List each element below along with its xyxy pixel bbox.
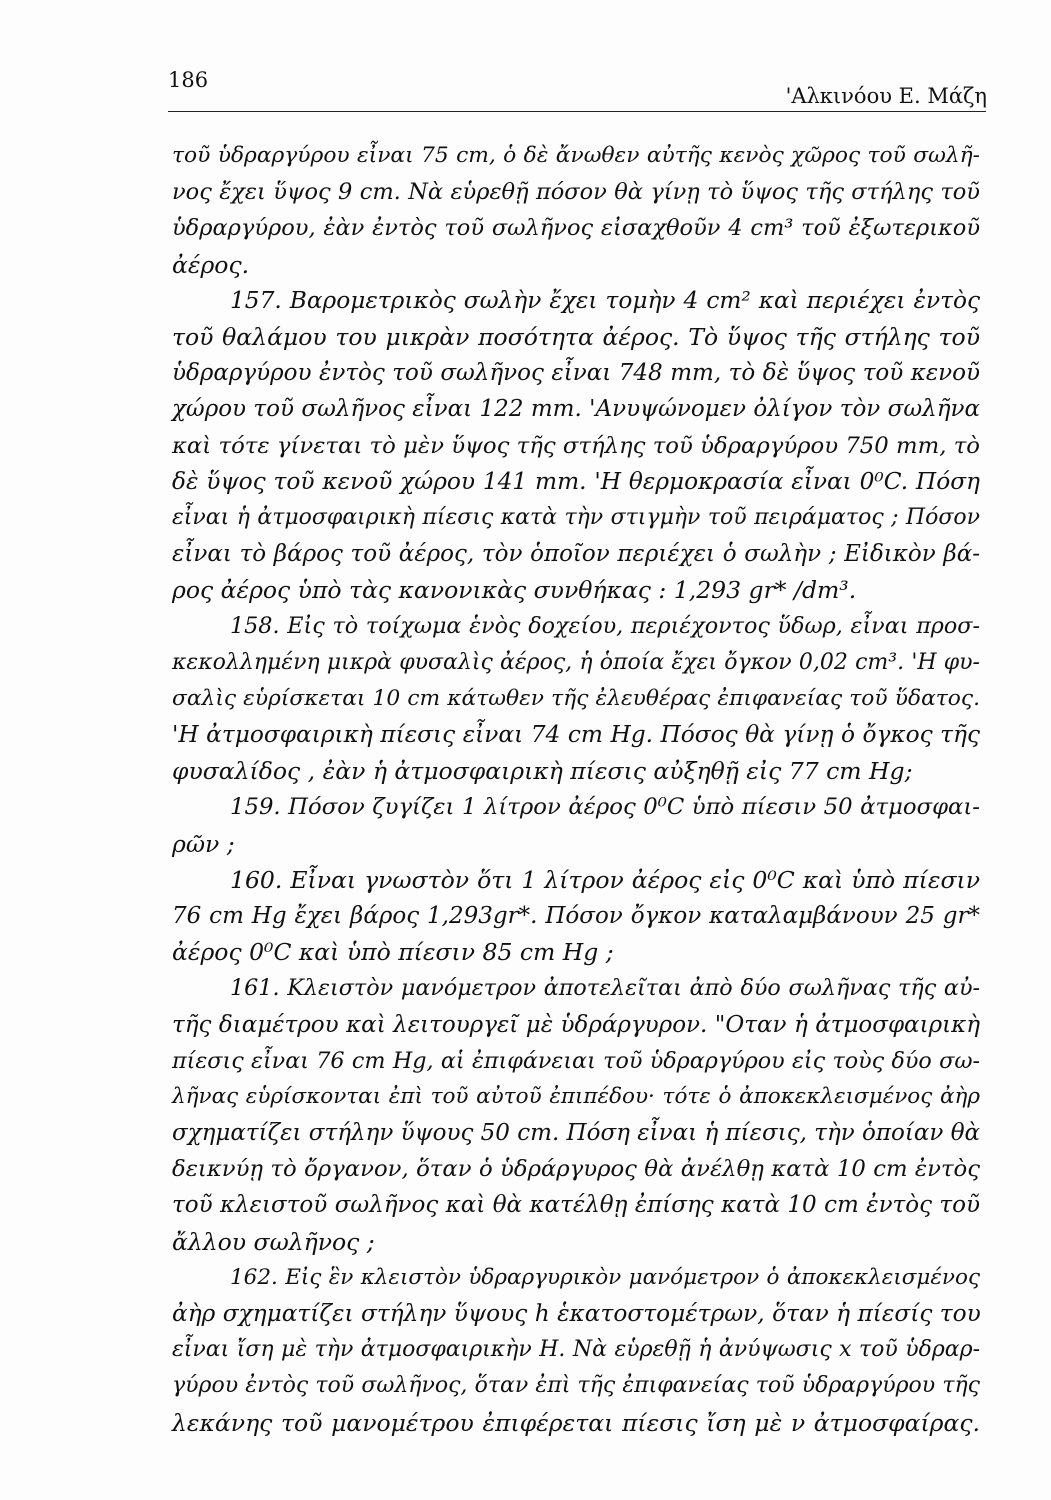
text-line: δὲ ὕψος τοῦ κενοῦ χώρου 141 mm. 'Η θερμοκρασία εἶναι 0⁰C. Πόση	[172, 467, 980, 495]
text-line: ὑδραργύρου, ἐὰν ἐντὸς τοῦ σωλῆνος εἰσαχθοῦν 4 cm³ τοῦ ἐξωτερικοῦ	[172, 215, 980, 242]
text-line: τῆς διαμέτρου καὶ λειτουργεῖ μὲ ὑδράργυρον. "Οταν ἡ ἀτμοσφαιρικὴ	[172, 1011, 980, 1038]
text-line: καὶ τότε γίνεται τὸ μὲν ὕψος τῆς στήλης τοῦ ὑδραργύρου 750 mm, τὸ	[172, 432, 980, 459]
page-number: 186	[168, 68, 209, 92]
text-line: ρῶν ;	[172, 829, 235, 858]
text-line: σχηματίζει στήλην ὕψους 50 cm. Πόση εἶναι ἡ πίεσις, τὴν ὁποίαν θὰ	[172, 1120, 981, 1147]
problem-162-start: 162. Εἰς ἓν κλειστὸν ὑδραργυρικὸν μανόμετρον ὁ ἀποκεκλεισμένος	[230, 1264, 980, 1290]
problem-160-start: 160. Εἶναι γνωστὸν ὅτι 1 λίτρον ἀέρος εἰς 0⁰C καὶ ὑπὸ πίεσιν	[230, 865, 980, 894]
problem-158-start: 158. Εἰς τὸ τοίχωμα ἑνὸς δοχείου, περιέχοντος ὕδωρ, εἶναι προσ-	[230, 613, 980, 640]
text-line: γύρου ἐντὸς τοῦ σωλῆνος, ὅταν ἐπὶ τῆς ἐπιφανείας τοῦ ὑδραργύρου τῆς	[172, 1373, 980, 1399]
problem-161-start: 161. Κλειστὸν μανόμετρον ἀποτελεῖται ἀπὸ δύο σωλῆνας τῆς αὐ-	[230, 975, 980, 1002]
text-line: 'Η ἀτμοσφαιρικὴ πίεσις εἶναι 74 cm Hg. Πόσος θὰ γίνῃ ὁ ὄγκος τῆς	[172, 721, 980, 748]
text-line: τοῦ θαλάμου του μικρὰν ποσότητα ἀέρος. Τὸ ὕψος τῆς στήλης τοῦ	[172, 322, 980, 351]
text-line: πίεσις εἶναι 76 cm Hg, αἱ ἐπιφάνειαι τοῦ ὑδραργύρου εἰς τοὺς δύο σω-	[172, 1047, 980, 1074]
text-line: χώρου τοῦ σωλῆνος εἶναι 122 mm. 'Ανυψώνομεν ὀλίγον τὸν σωλῆνα	[172, 396, 980, 423]
text-line: ἀέρος 0⁰C καὶ ὑπὸ πίεσιν 85 cm Hg ;	[172, 938, 614, 967]
text-line: λεκάνης τοῦ μανομέτρου ἐπιφέρεται πίεσις ἴση μὲ ν ἀτμοσφαίρας.	[172, 1408, 980, 1437]
text-line: φυσαλίδος , ἐὰν ἡ ἀτμοσφαιρικὴ πίεσις αὐξηθῇ εἰς 77 cm Hg;	[172, 757, 913, 786]
text-line: εἶναι ἴση μὲ τὴν ἀτμοσφαιρικὴν H. Νὰ εὑρεθῇ ἡ ἀνύψωσις x τοῦ ὑδραρ-	[172, 1337, 980, 1363]
text-line: ἄλλου σωλῆνος ;	[172, 1227, 375, 1256]
text-line: ἀέρος.	[172, 250, 250, 279]
text-line: σαλὶς εὑρίσκεται 10 cm κάτωθεν τῆς ἐλευθέρας ἐπιφανείας τοῦ ὕδατος.	[172, 685, 980, 711]
text-line: ἀὴρ σχηματίζει στήλην ὕψους h ἑκατοστομέτρων, ὅταν ἡ πίεσίς του	[172, 1300, 981, 1327]
text-line: λῆνας εὑρίσκονται ἐπὶ τοῦ αὐτοῦ ἐπιπέδου· τότε ὁ ἀποκεκλεισμένος ἀὴρ	[172, 1083, 980, 1109]
header-rule	[168, 111, 986, 112]
text-line: 76 cm Hg ἔχει βάρος 1,293gr*. Πόσον ὄγκον καταλαμβάνουν 25 gr*	[172, 902, 980, 929]
problem-159-start: 159. Πόσον ζυγίζει 1 λίτρον ἀέρος 0⁰C ὑπὸ πίεσιν 50 ἀτμοσφαι-	[230, 794, 980, 821]
text-line: εἶναι τὸ βάρος τοῦ ἀέρος, τὸν ὁποῖον περιέχει ὁ σωλὴν ; Εἰδικὸν βά-	[172, 541, 980, 568]
text-line: τοῦ κλειστοῦ σωλῆνος καὶ θὰ κατέλθῃ ἐπίσης κατὰ 10 cm ἐντὸς τοῦ	[172, 1192, 980, 1219]
text-line: νος ἔχει ὕψος 9 cm. Νὰ εὑρεθῇ πόσον θὰ γίνῃ τὸ ὕψος τῆς στήλης τοῦ	[172, 179, 980, 206]
text-line: ρος ἀέρος ὑπὸ τὰς κανονικὰς συνθήκας : 1,293 gr* /dm³.	[172, 576, 857, 605]
text-line: δεικνύῃ τὸ ὄργανον, ὅταν ὁ ὑδράργυρος θὰ ἀνέλθῃ κατὰ 10 cm ἐντὸς	[172, 1156, 980, 1183]
problem-157-start: 157. Βαρομετρικὸς σωλὴν ἔχει τομὴν 4 cm² καὶ περιέχει ἐντὸς	[230, 286, 980, 314]
text-line: τοῦ ὑδραργύρου εἶναι 75 cm, ὁ δὲ ἄνωθεν αὐτῆς κενὸς χῶρος τοῦ σωλῆ-	[172, 143, 980, 168]
text-line: ὑδραργύρου ἐντὸς τοῦ σωλῆνος εἶναι 748 mm, τὸ δὲ ὕψος τοῦ κενοῦ	[172, 360, 980, 387]
running-head: 'Αλκινόου Ε. Μάζη	[785, 84, 987, 108]
text-line: εἶναι ἡ ἀτμοσφαιρικὴ πίεσις κατὰ τὴν στιγμὴν τοῦ πειράματος ; Πόσον	[172, 504, 980, 530]
text-line: κεκολλημένη μικρὰ φυσαλὶς ἀέρος, ἡ ὁποία ἔχει ὄγκον 0,02 cm³. 'Η φυ-	[172, 649, 980, 675]
body-text	[172, 138, 980, 1441]
